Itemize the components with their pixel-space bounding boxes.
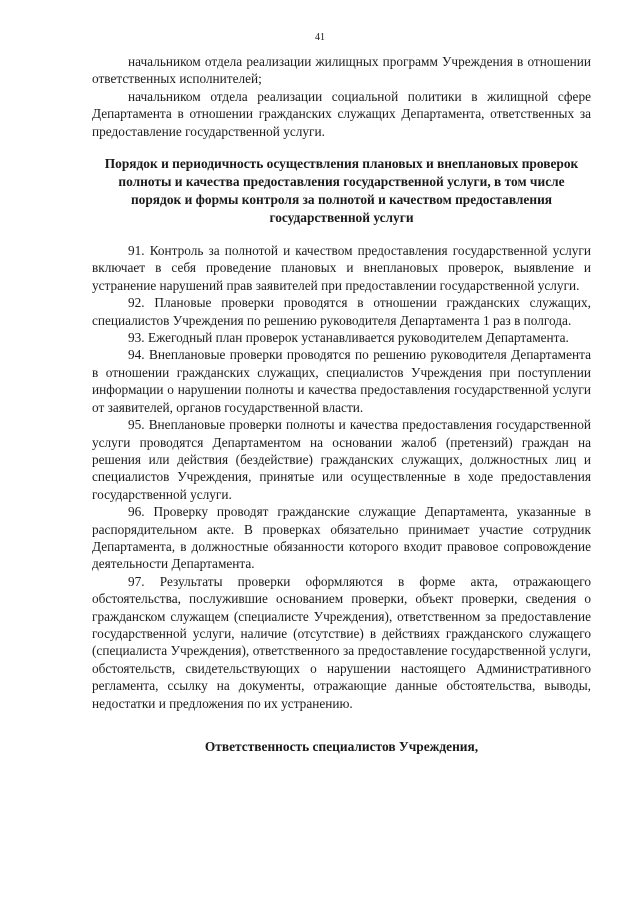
next-section-heading: Ответственность специалистов Учреждения,	[204, 739, 479, 754]
document-body	[92, 53, 591, 771]
paragraph-91: 91. Контроль за полнотой и качеством предоставления государственной услуги включает в себя проведение плановых и внеплановых проверок, выявление и устранение нарушений прав заявителей при предоставлении государственной услуги.	[92, 243, 591, 293]
paragraph-95: 95. Внеплановые проверки полноты и качества предоставления государственной услуги проводятся Департаментом на основании жалоб (претензий) граждан на решения или действия (бездействие) гражданских служащих, должностных лиц и специалистов Учреждения, принятые или осуществленные в ходе предоставления государственной услуги.	[92, 417, 591, 502]
intro-paragraph: начальником отдела реализации социальной политики в жилищной сфере Департамента в отношении гражданских служащих Департамента, ответственных за предоставление государственной услуги.	[92, 88, 591, 139]
paragraph-94: 94. Внеплановые проверки проводятся по решению руководителя Департамента в отношении гражданских служащих, специалистов Учреждения при поступлении информации о нарушении полноты и качества предоставления государственной услуги от заявителей, органов государственной власти.	[92, 347, 591, 415]
paragraph-97: 97. Результаты проверки оформляются в форме акта, отражающего обстоятельства, послужившие основанием проверки, объект проверки, сведения о гражданском служащем (специалисте Учреждения), ответственном за предоставление государственной услуги, наличие (отсутствие) в действиях гражданского служащего (специалиста Учреждения), ответственного за предоставление государственной услуги, обстоятельств, свидетельствующих о нарушении настоящего Административного регламента, ссылку на документы, отражающие данные обстоятельства, выводы, недостатки и предложения по их устранению.	[92, 573, 591, 711]
intro-paragraph: начальником отдела реализации жилищных программ Учреждения в отношении ответственных исполнителей;	[92, 54, 591, 87]
page-number: 41	[315, 32, 325, 43]
paragraph-92: 92. Плановые проверки проводятся в отношении гражданских служащих, специалистов Учреждения по решению руководителя Департамента 1 раз в полгода.	[92, 295, 591, 328]
paragraph-93: 93. Ежегодный план проверок устанавливается руководителем Департамента.	[128, 330, 569, 346]
section-heading: Порядок и периодичность осуществления плановых и внеплановых проверок полноты и качества предоставления государственной услуги, в том числе порядок и формы контроля за полнотой и качеством предоставления государственной услуги	[104, 156, 579, 226]
paragraph-96: 96. Проверку проводят гражданские служащие Департамента, указанные в распорядительном акте. В проверках обязательно принимает участие сотрудник Департамента, в должностные обязанности которого входит правовое сопровождение деятельности Департамента.	[92, 504, 591, 572]
